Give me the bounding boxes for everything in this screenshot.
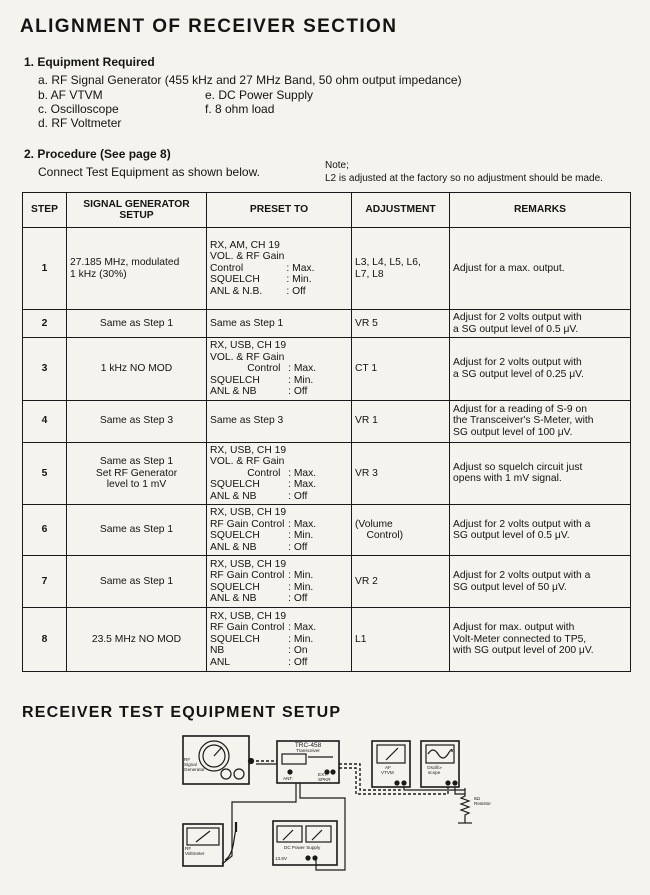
adjustment: VR 3 — [352, 442, 450, 505]
remarks: Adjust for a reading of S-9 on the Transceiver's S-Meter, with SG output level of 100 μV. — [450, 400, 631, 442]
equipment-item-f: f. 8 ohm load — [205, 102, 275, 116]
equipment-item-d: d. RF Voltmeter — [38, 116, 122, 130]
preset-value — [288, 456, 316, 468]
preset-to — [207, 338, 352, 401]
table-row — [23, 338, 631, 401]
generator-setup: 1 kHz NO MOD — [67, 338, 207, 401]
test-setup-diagram — [0, 728, 650, 895]
adjustment: L3, L4, L5, L6, L7, L8 — [352, 228, 450, 310]
preset-key: SQUELCH — [210, 479, 260, 490]
header-remarks: REMARKS — [450, 193, 631, 228]
preset-key: VOL. & RF Gain — [210, 351, 285, 363]
preset-value: : Max. — [288, 518, 317, 530]
trc-model-label: TRC-458 — [294, 742, 322, 749]
remarks: Adjust for 2 volts output with a SG output level of 0.5 μV. — [450, 505, 631, 556]
preset-key: RX, USB, CH 19 — [210, 340, 287, 351]
step-number: 8 — [23, 608, 67, 672]
preset-key: ANL & NB — [210, 386, 257, 397]
preset-value — [288, 507, 316, 519]
adjustment: L1 — [352, 608, 450, 672]
preset-key: VOL. & RF Gain — [210, 456, 285, 467]
preset-value: : Off — [286, 285, 306, 297]
preset-key: RX, USB, CH 19 — [210, 444, 287, 456]
remarks: Adjust for 2 volts output with a SG output level of 0.5 μV. — [450, 310, 631, 338]
preset-to — [207, 442, 352, 505]
generator-setup: Same as Step 3 — [67, 400, 207, 442]
preset-key: ANL & N.B. — [210, 285, 263, 297]
table-row — [23, 505, 631, 556]
preset-key: RF Gain Control — [210, 518, 285, 530]
remarks: Adjust for max. output with Volt-Meter connected to TP5, with SG output level of 200 μV. — [450, 608, 631, 672]
header-step: STEP — [23, 193, 67, 228]
preset-key: Same as Step 1 — [210, 317, 284, 329]
rf-gen-label-3: Generator — [184, 767, 205, 772]
table-row — [23, 228, 631, 310]
step-number: 1 — [23, 228, 67, 310]
equipment-item-c: c. Oscilloscope — [38, 102, 119, 116]
preset-value — [288, 559, 313, 571]
preset-value: : Min. — [288, 570, 314, 581]
preset-value: : Off — [288, 386, 308, 397]
adjustment: VR 1 — [352, 400, 450, 442]
rf-signal-generator — [183, 736, 254, 784]
preset-value: : Off — [288, 541, 308, 553]
procedure-text: Connect Test Equipment as shown below. — [38, 165, 260, 179]
page-title: ALIGNMENT OF RECEIVER SECTION — [20, 16, 398, 37]
preset-value: : Min. — [288, 530, 314, 541]
preset-key: Same as Step 3 — [210, 415, 284, 427]
preset-value: : On — [288, 645, 308, 657]
table-header-row — [23, 193, 631, 228]
preset-key: RF Gain Control — [210, 570, 285, 581]
vtvm-label: VTVM — [381, 770, 394, 775]
header-adjustment: ADJUSTMENT — [352, 193, 450, 228]
preset-key: Control — [210, 467, 281, 479]
step-number: 3 — [23, 338, 67, 401]
preset-key: SQUELCH — [210, 581, 260, 593]
osc-label-1: Oscillo- — [427, 765, 443, 770]
table-row — [23, 400, 631, 442]
remarks: Adjust for 2 volts output with a SG output level of 50 μV. — [450, 556, 631, 608]
header-generator: SIGNAL GENERATOR SETUP — [67, 193, 207, 228]
preset-value — [286, 251, 314, 263]
preset-to — [207, 505, 352, 556]
note-label: Note; — [325, 160, 349, 171]
preset-value: : Min. — [288, 581, 314, 593]
step-number: 5 — [23, 442, 67, 505]
preset-key: ANL & NB — [210, 490, 257, 502]
setup-title: RECEIVER TEST EQUIPMENT SETUP — [22, 704, 342, 721]
rf-gen-label-2: Signal — [184, 762, 197, 767]
preset-key: SQUELCH — [210, 274, 260, 286]
preset-key: VOL. & RF Gain — [210, 251, 285, 263]
step-number: 6 — [23, 505, 67, 556]
remarks: Adjust for 2 volts output with a SG output level of 0.25 μV. — [450, 338, 631, 401]
generator-setup: Same as Step 1 — [67, 310, 207, 338]
preset-value — [288, 611, 316, 623]
remarks: Adjust for a max. output. — [450, 228, 631, 310]
generator-setup: 27.185 MHz, modulated 1 kHz (30%) — [67, 228, 207, 310]
preset-value — [288, 445, 316, 457]
table-row — [23, 442, 631, 505]
step-number: 4 — [23, 400, 67, 442]
preset-key: NB — [210, 645, 225, 657]
adjustment: VR 5 — [352, 310, 450, 338]
table-row — [23, 608, 631, 672]
preset-key: RX, USB, CH 19 — [210, 610, 287, 622]
equipment-item-b: b. AF VTVM — [38, 88, 103, 102]
preset-key: Control — [210, 262, 244, 274]
transceiver-label: Transceiver — [296, 748, 320, 753]
alignment-table — [22, 192, 631, 672]
step-number: 2 — [23, 310, 67, 338]
preset-value: : Min. — [288, 633, 314, 645]
preset-key: RX, USB, CH 19 — [210, 558, 287, 570]
adjustment: VR 2 — [352, 556, 450, 608]
adjustment: CT 1 — [352, 338, 450, 401]
generator-setup: Same as Step 1 — [67, 556, 207, 608]
oscilloscope — [421, 741, 459, 787]
preset-to — [207, 400, 352, 442]
preset-value: : Min. — [286, 274, 312, 286]
remarks: Adjust so squelch circuit just opens with 1 mV signal. — [450, 442, 631, 505]
preset-key: SQUELCH — [210, 530, 260, 541]
preset-key: RX, USB, CH 19 — [210, 507, 287, 518]
procedure-heading: 2. Procedure (See page 8) — [24, 147, 171, 161]
preset-value — [288, 352, 316, 364]
preset-to — [207, 310, 352, 338]
equipment-item-a: a. RF Signal Generator (455 kHz and 27 MHz Band, 50 ohm output impedance) — [38, 73, 462, 87]
af-label: AF — [385, 765, 391, 770]
preset-value — [288, 340, 316, 352]
preset-value: : Max. — [288, 479, 317, 490]
adjustment: (Volume Control) — [352, 505, 450, 556]
rfv-label-1: RF — [185, 846, 192, 851]
generator-setup: Same as Step 1 Set RF Generator level to 1 mV — [67, 442, 207, 505]
table-row — [23, 310, 631, 338]
preset-value — [286, 240, 314, 252]
af-vtvm — [372, 741, 410, 787]
preset-key: SQUELCH — [210, 633, 260, 645]
preset-value: : Min. — [288, 374, 314, 386]
dc-label: DC Power Supply — [284, 845, 321, 850]
rf-gen-label-1: RF — [184, 757, 191, 762]
preset-value: : Max. — [288, 622, 317, 634]
step-number: 7 — [23, 556, 67, 608]
equipment-heading: 1. Equipment Required — [24, 55, 155, 69]
preset-value: : Max. — [286, 262, 315, 274]
ext-label: EXT. — [318, 772, 328, 777]
load-resistor — [458, 788, 472, 823]
load-label-2: Resistor — [474, 801, 491, 806]
preset-value: : Max. — [288, 363, 317, 374]
table-row — [23, 556, 631, 608]
preset-value: : Off — [288, 593, 308, 604]
preset-value: : Max. — [288, 467, 317, 479]
cables — [222, 761, 465, 870]
preset-value: : Off — [288, 490, 308, 502]
preset-key: ANL & NB — [210, 541, 257, 553]
generator-setup: Same as Step 1 — [67, 505, 207, 556]
preset-key: RF Gain Control — [210, 622, 285, 634]
preset-value: : Off — [288, 656, 308, 668]
load-label-1: 8Ω — [474, 796, 480, 801]
rfv-label-2: Voltmeter — [185, 851, 205, 856]
equipment-item-e: e. DC Power Supply — [205, 88, 314, 102]
preset-key: RX, AM, CH 19 — [210, 239, 280, 251]
osc-label-2: scope — [428, 770, 441, 775]
header-preset: PRESET TO — [207, 193, 352, 228]
volts-label: 13.8V — [275, 856, 288, 861]
generator-setup: 23.5 MHz NO MOD — [67, 608, 207, 672]
preset-to — [207, 608, 352, 672]
preset-key: SQUELCH — [210, 374, 260, 386]
note-text: L2 is adjusted at the factory so no adjustment should be made. — [325, 173, 603, 184]
preset-key: ANL — [210, 656, 231, 668]
preset-to — [207, 228, 352, 310]
preset-key: Control — [210, 363, 281, 374]
ant-label: ANT. — [283, 776, 293, 781]
spkr-label: SPKR — [318, 777, 331, 782]
preset-to — [207, 556, 352, 608]
preset-key: ANL & NB — [210, 593, 257, 604]
